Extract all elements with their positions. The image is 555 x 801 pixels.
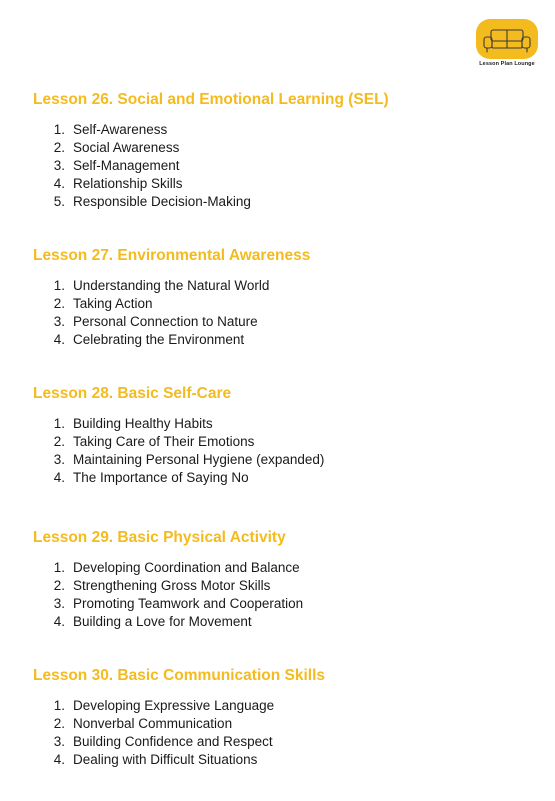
list-item xyxy=(33,715,533,733)
list-number: 3. xyxy=(53,452,65,467)
list-item-text: Building Healthy Habits xyxy=(73,416,213,431)
lesson-29-section xyxy=(33,529,533,631)
list-item-text: Responsible Decision-Making xyxy=(73,194,251,209)
list-item xyxy=(33,559,533,577)
list-number: 4. xyxy=(53,752,65,767)
lesson-title: Lesson 26. Social and Emotional Learning (SEL) xyxy=(33,91,389,108)
lesson-26-section xyxy=(33,91,533,211)
list-item xyxy=(33,577,533,595)
list-item-text: Social Awareness xyxy=(73,140,180,155)
list-number: 4. xyxy=(53,176,65,191)
list-item xyxy=(33,295,533,313)
list-item-text: Self-Management xyxy=(73,158,180,173)
list-number: 4. xyxy=(53,614,65,629)
lesson-list xyxy=(33,697,533,769)
list-item xyxy=(33,415,533,433)
list-number: 3. xyxy=(53,596,65,611)
list-number: 2. xyxy=(53,434,65,449)
list-number: 2. xyxy=(53,578,65,593)
lesson-list xyxy=(33,277,533,349)
list-item-text: The Importance of Saying No xyxy=(73,470,249,485)
lesson-30-section xyxy=(33,667,533,769)
list-item xyxy=(33,451,533,469)
lesson-list xyxy=(33,415,533,487)
list-item xyxy=(33,733,533,751)
list-item xyxy=(33,433,533,451)
list-item-text: Understanding the Natural World xyxy=(73,278,270,293)
list-item xyxy=(33,175,533,193)
list-item xyxy=(33,697,533,715)
list-item-text: Dealing with Difficult Situations xyxy=(73,752,258,767)
lesson-title: Lesson 30. Basic Communication Skills xyxy=(33,667,326,684)
lesson-title: Lesson 28. Basic Self-Care xyxy=(33,385,232,402)
logo-text: Lesson Plan Lounge xyxy=(479,61,535,67)
list-number: 4. xyxy=(53,332,65,347)
list-item xyxy=(33,277,533,295)
list-item-text: Taking Action xyxy=(73,296,153,311)
list-item-text: Personal Connection to Nature xyxy=(73,314,258,329)
lesson-list xyxy=(33,121,533,211)
list-item xyxy=(33,613,533,631)
list-item-text: Building Confidence and Respect xyxy=(73,734,273,749)
brand-logo xyxy=(473,17,541,73)
lesson-27-section xyxy=(33,247,533,349)
list-number: 1. xyxy=(53,122,65,137)
list-item xyxy=(33,121,533,139)
list-item xyxy=(33,157,533,175)
lesson-title: Lesson 27. Environmental Awareness xyxy=(33,247,311,264)
list-number: 1. xyxy=(53,698,65,713)
list-number: 1. xyxy=(53,560,65,575)
list-item-text: Promoting Teamwork and Cooperation xyxy=(73,596,304,611)
list-number: 2. xyxy=(53,140,65,155)
list-item xyxy=(33,313,533,331)
list-number: 1. xyxy=(53,416,65,431)
list-number: 3. xyxy=(53,734,65,749)
list-item xyxy=(33,139,533,157)
list-item-text: Developing Coordination and Balance xyxy=(73,560,300,575)
list-item-text: Celebrating the Environment xyxy=(73,332,245,347)
lesson-list xyxy=(33,559,533,631)
list-number: 2. xyxy=(53,296,65,311)
list-item xyxy=(33,331,533,349)
list-item-text: Strengthening Gross Motor Skills xyxy=(73,578,271,593)
list-number: 3. xyxy=(53,314,65,329)
list-item xyxy=(33,193,533,211)
list-item xyxy=(33,595,533,613)
list-number: 3. xyxy=(53,158,65,173)
list-item-text: Relationship Skills xyxy=(73,176,183,191)
list-number: 5. xyxy=(53,194,65,209)
list-item-text: Maintaining Personal Hygiene (expanded) xyxy=(73,452,325,467)
list-item xyxy=(33,469,533,487)
list-item xyxy=(33,751,533,769)
list-number: 1. xyxy=(53,278,65,293)
list-item-text: Taking Care of Their Emotions xyxy=(73,434,255,449)
lesson-28-section xyxy=(33,385,533,487)
sofa-icon xyxy=(473,17,541,61)
lesson-title: Lesson 29. Basic Physical Activity xyxy=(33,529,286,546)
list-number: 2. xyxy=(53,716,65,731)
list-item-text: Building a Love for Movement xyxy=(73,614,252,629)
list-item-text: Nonverbal Communication xyxy=(73,716,233,731)
list-item-text: Developing Expressive Language xyxy=(73,698,275,713)
list-number: 4. xyxy=(53,470,65,485)
list-item-text: Self-Awareness xyxy=(73,122,168,137)
